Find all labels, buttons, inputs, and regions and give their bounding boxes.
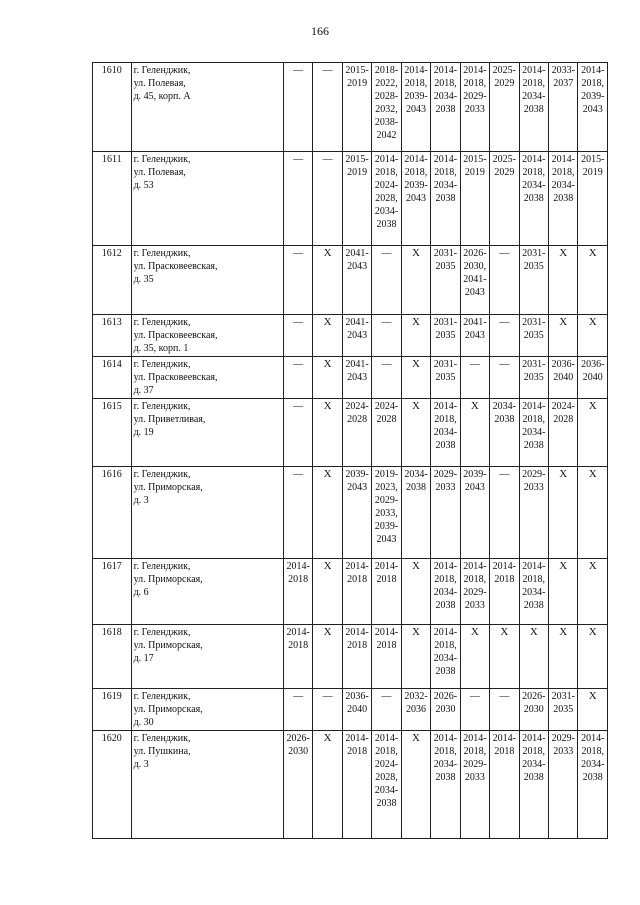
row-number: 1612 bbox=[93, 246, 132, 315]
period-cell: — bbox=[460, 689, 489, 731]
period-cell: 2025- 2029 bbox=[490, 152, 519, 246]
period-cell: X bbox=[490, 625, 519, 689]
table-row bbox=[93, 399, 608, 467]
period-cell: X bbox=[313, 731, 342, 839]
period-cell: 2014- 2018 bbox=[283, 559, 312, 625]
period-cell: X bbox=[519, 625, 548, 689]
period-cell: X bbox=[313, 399, 342, 467]
period-cell: 2041- 2043 bbox=[460, 315, 489, 357]
period-cell: — bbox=[283, 315, 312, 357]
table-row bbox=[93, 357, 608, 399]
period-cell: X bbox=[401, 559, 430, 625]
period-cell: 2015- 2019 bbox=[342, 152, 371, 246]
period-cell: 2025- 2029 bbox=[490, 63, 519, 152]
period-cell: X bbox=[313, 467, 342, 559]
period-cell: 2014- 2018 bbox=[283, 625, 312, 689]
period-cell: X bbox=[401, 315, 430, 357]
period-cell: 2015- 2019 bbox=[342, 63, 371, 152]
period-cell: X bbox=[460, 625, 489, 689]
page-number: 166 bbox=[311, 24, 329, 38]
period-cell: 2014- 2018, 2034- 2038 bbox=[519, 152, 548, 246]
address-cell: г. Геленджик, ул. Приморская, д. 3 bbox=[131, 467, 283, 559]
table-row bbox=[93, 689, 608, 731]
address-cell: г. Геленджик, ул. Прасковеевская, д. 37 bbox=[131, 357, 283, 399]
period-cell: X bbox=[549, 467, 578, 559]
period-cell: X bbox=[401, 399, 430, 467]
period-cell: — bbox=[283, 467, 312, 559]
period-cell: X bbox=[401, 357, 430, 399]
table-row bbox=[93, 152, 608, 246]
row-number: 1615 bbox=[93, 399, 132, 467]
period-cell: — bbox=[490, 467, 519, 559]
period-cell: 2036- 2040 bbox=[342, 689, 371, 731]
period-cell: 2014- 2018, 2034- 2038 bbox=[578, 731, 608, 839]
table-row bbox=[93, 731, 608, 839]
period-cell: 2031- 2035 bbox=[519, 246, 548, 315]
period-cell: 2014- 2018, 2024- 2028, 2034- 2038 bbox=[372, 152, 401, 246]
address-cell: г. Геленджик, ул. Полевая, д. 45, корп. А bbox=[131, 63, 283, 152]
address-cell: г. Геленджик, ул. Полевая, д. 53 bbox=[131, 152, 283, 246]
row-number: 1610 bbox=[93, 63, 132, 152]
row-number: 1618 bbox=[93, 625, 132, 689]
period-cell: 2026- 2030 bbox=[519, 689, 548, 731]
period-cell: — bbox=[283, 399, 312, 467]
period-cell: X bbox=[549, 559, 578, 625]
period-cell: X bbox=[549, 625, 578, 689]
period-cell: — bbox=[283, 689, 312, 731]
period-cell: 2029- 2033 bbox=[549, 731, 578, 839]
address-cell: г. Геленджик, ул. Прасковеевская, д. 35 bbox=[131, 246, 283, 315]
address-cell: г. Геленджик, ул. Приморская, д. 30 bbox=[131, 689, 283, 731]
period-cell: 2014- 2018, 2029- 2033 bbox=[460, 731, 489, 839]
address-cell: г. Геленджик, ул. Приморская, д. 17 bbox=[131, 625, 283, 689]
period-cell: 2026- 2030, 2041- 2043 bbox=[460, 246, 489, 315]
period-cell: 2014- 2018, 2039- 2043 bbox=[401, 63, 430, 152]
period-cell: 2014- 2018, 2034- 2038 bbox=[431, 399, 460, 467]
period-cell: 2031- 2035 bbox=[431, 357, 460, 399]
period-cell: — bbox=[283, 246, 312, 315]
period-cell: — bbox=[283, 152, 312, 246]
address-cell: г. Геленджик, ул. Приморская, д. 6 bbox=[131, 559, 283, 625]
period-cell: 2014- 2018 bbox=[372, 559, 401, 625]
period-cell: 2014- 2018, 2039- 2043 bbox=[578, 63, 608, 152]
period-cell: X bbox=[313, 357, 342, 399]
period-cell: X bbox=[401, 625, 430, 689]
period-cell: — bbox=[372, 689, 401, 731]
table-row bbox=[93, 467, 608, 559]
row-number: 1619 bbox=[93, 689, 132, 731]
table-row bbox=[93, 63, 608, 152]
period-cell: X bbox=[549, 315, 578, 357]
period-cell: 2026- 2030 bbox=[283, 731, 312, 839]
period-cell: — bbox=[283, 63, 312, 152]
period-cell: X bbox=[313, 315, 342, 357]
period-cell: 2036- 2040 bbox=[549, 357, 578, 399]
period-cell: 2019- 2023, 2029- 2033, 2039- 2043 bbox=[372, 467, 401, 559]
period-cell: — bbox=[313, 63, 342, 152]
period-cell: X bbox=[313, 246, 342, 315]
period-cell: — bbox=[490, 246, 519, 315]
period-cell: 2031- 2035 bbox=[431, 315, 460, 357]
period-cell: 2029- 2033 bbox=[431, 467, 460, 559]
row-number: 1614 bbox=[93, 357, 132, 399]
row-number: 1620 bbox=[93, 731, 132, 839]
row-number: 1616 bbox=[93, 467, 132, 559]
period-cell: 2014- 2018 bbox=[372, 625, 401, 689]
address-cell: г. Геленджик, ул. Пушкина, д. 3 bbox=[131, 731, 283, 839]
period-cell: 2031- 2035 bbox=[431, 246, 460, 315]
period-cell: 2036- 2040 bbox=[578, 357, 608, 399]
period-cell: 2033- 2037 bbox=[549, 63, 578, 152]
period-cell: — bbox=[283, 357, 312, 399]
period-cell: 2041- 2043 bbox=[342, 246, 371, 315]
period-cell: X bbox=[578, 689, 608, 731]
period-cell: 2034- 2038 bbox=[401, 467, 430, 559]
period-cell: X bbox=[401, 246, 430, 315]
period-cell: X bbox=[313, 625, 342, 689]
table-row bbox=[93, 625, 608, 689]
period-cell: 2032- 2036 bbox=[401, 689, 430, 731]
period-cell: X bbox=[578, 315, 608, 357]
period-cell: 2015- 2019 bbox=[578, 152, 608, 246]
period-cell: 2029- 2033 bbox=[519, 467, 548, 559]
period-cell: — bbox=[490, 315, 519, 357]
period-cell: X bbox=[401, 731, 430, 839]
row-number: 1617 bbox=[93, 559, 132, 625]
period-cell: — bbox=[313, 152, 342, 246]
period-cell: 2018- 2022, 2028- 2032, 2038- 2042 bbox=[372, 63, 401, 152]
period-cell: 2041- 2043 bbox=[342, 315, 371, 357]
period-cell: X bbox=[578, 625, 608, 689]
schedule-body bbox=[93, 63, 608, 839]
period-cell: — bbox=[460, 357, 489, 399]
period-cell: 2014- 2018, 2034- 2038 bbox=[431, 63, 460, 152]
period-cell: 2024- 2028 bbox=[342, 399, 371, 467]
period-cell: 2014- 2018, 2034- 2038 bbox=[431, 625, 460, 689]
period-cell: 2014- 2018 bbox=[342, 625, 371, 689]
period-cell: 2014- 2018, 2029- 2033 bbox=[460, 559, 489, 625]
period-cell: 2031- 2035 bbox=[519, 357, 548, 399]
period-cell: 2026- 2030 bbox=[431, 689, 460, 731]
period-cell: 2041- 2043 bbox=[342, 357, 371, 399]
period-cell: 2014- 2018 bbox=[342, 559, 371, 625]
repair-schedule-table bbox=[92, 62, 608, 839]
period-cell: 2034- 2038 bbox=[490, 399, 519, 467]
row-number: 1613 bbox=[93, 315, 132, 357]
period-cell: X bbox=[578, 467, 608, 559]
period-cell: 2014- 2018, 2039- 2043 bbox=[401, 152, 430, 246]
period-cell: 2014- 2018, 2034- 2038 bbox=[431, 559, 460, 625]
period-cell: X bbox=[549, 246, 578, 315]
period-cell: 2014- 2018, 2034- 2038 bbox=[519, 399, 548, 467]
table-row bbox=[93, 559, 608, 625]
period-cell: — bbox=[313, 689, 342, 731]
period-cell: X bbox=[578, 399, 608, 467]
address-cell: г. Геленджик, ул. Приветливая, д. 19 bbox=[131, 399, 283, 467]
period-cell: 2014- 2018, 2024- 2028, 2034- 2038 bbox=[372, 731, 401, 839]
period-cell: 2014- 2018, 2034- 2038 bbox=[431, 152, 460, 246]
period-cell: X bbox=[313, 559, 342, 625]
period-cell: 2014- 2018, 2029- 2033 bbox=[460, 63, 489, 152]
period-cell: 2014- 2018, 2034- 2038 bbox=[549, 152, 578, 246]
table-row bbox=[93, 246, 608, 315]
period-cell: 2039- 2043 bbox=[342, 467, 371, 559]
period-cell: — bbox=[490, 689, 519, 731]
period-cell: 2015- 2019 bbox=[460, 152, 489, 246]
period-cell: — bbox=[372, 357, 401, 399]
period-cell: 2039- 2043 bbox=[460, 467, 489, 559]
period-cell: 2014- 2018, 2034- 2038 bbox=[431, 731, 460, 839]
period-cell: 2031- 2035 bbox=[519, 315, 548, 357]
table-row bbox=[93, 315, 608, 357]
period-cell: — bbox=[490, 357, 519, 399]
period-cell: 2014- 2018 bbox=[490, 731, 519, 839]
period-cell: — bbox=[372, 246, 401, 315]
period-cell: 2014- 2018 bbox=[342, 731, 371, 839]
period-cell: X bbox=[460, 399, 489, 467]
period-cell: X bbox=[578, 559, 608, 625]
period-cell: 2014- 2018, 2034- 2038 bbox=[519, 731, 548, 839]
period-cell: 2014- 2018, 2034- 2038 bbox=[519, 559, 548, 625]
address-cell: г. Геленджик, ул. Прасковеевская, д. 35, корп. 1 bbox=[131, 315, 283, 357]
period-cell: 2024- 2028 bbox=[549, 399, 578, 467]
period-cell: — bbox=[372, 315, 401, 357]
period-cell: 2014- 2018, 2034- 2038 bbox=[519, 63, 548, 152]
period-cell: 2024- 2028 bbox=[372, 399, 401, 467]
row-number: 1611 bbox=[93, 152, 132, 246]
period-cell: 2031- 2035 bbox=[549, 689, 578, 731]
period-cell: X bbox=[578, 246, 608, 315]
period-cell: 2014- 2018 bbox=[490, 559, 519, 625]
